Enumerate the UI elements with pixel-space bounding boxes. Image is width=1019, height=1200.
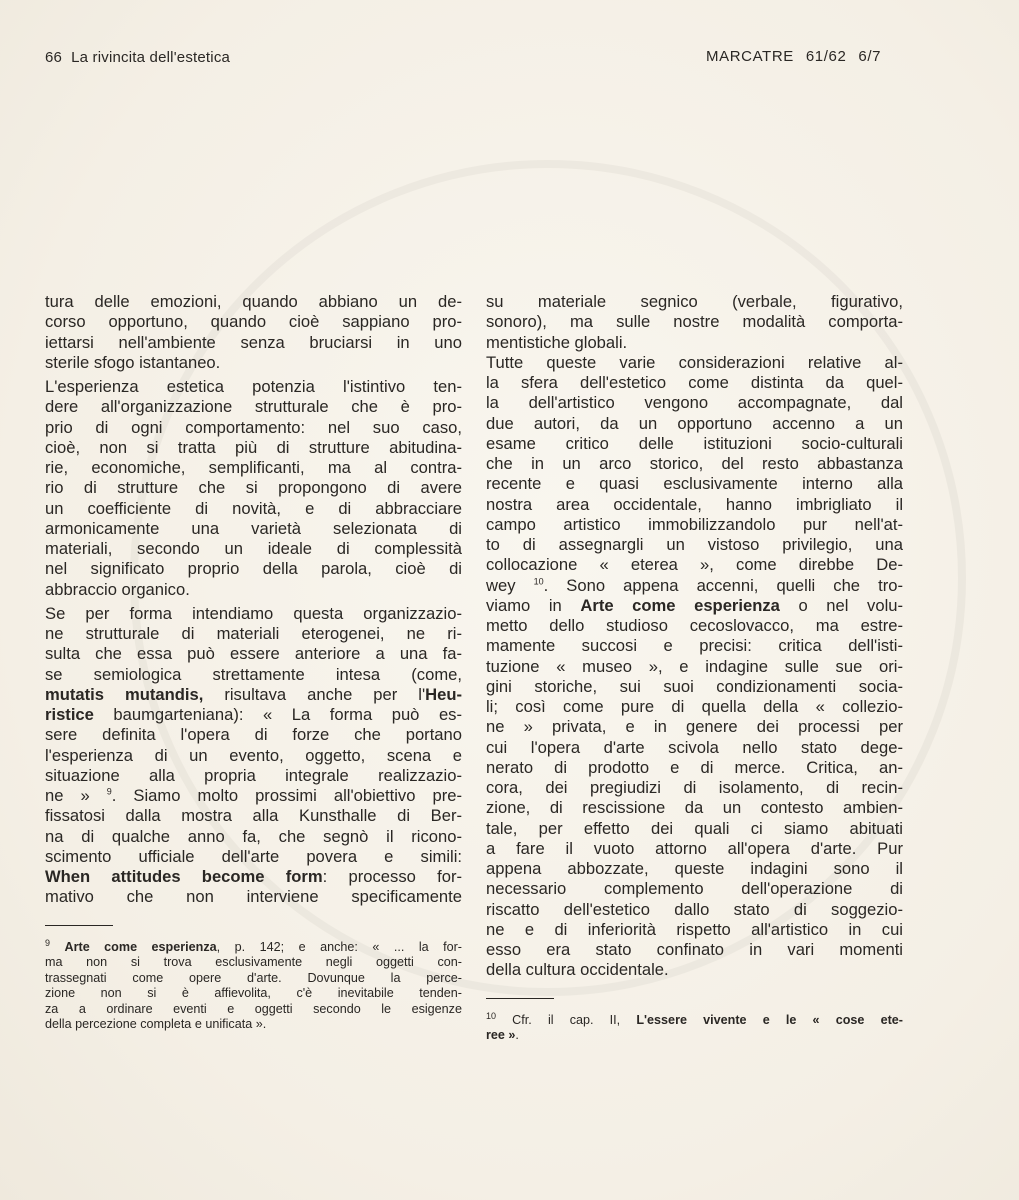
text-line: prio di ogni comportamento: nel suo caso, <box>45 417 462 437</box>
emphasis-text: Arte come esperienza <box>64 939 217 954</box>
running-title: La rivincita dell'estetica <box>71 49 231 66</box>
footnote-marker: 9 <box>45 937 51 948</box>
text-line: la sfera dell'estetico come distinta da quel- <box>486 373 903 392</box>
text-line <box>45 705 462 725</box>
emphasis-text: ristice <box>45 705 94 724</box>
text-line: L'esperienza estetica potenzia l'istintivo ten- <box>45 377 462 396</box>
footnote-line: ma non si trova esclusivamente negli oggetti con- <box>45 955 462 970</box>
text-line: Tutte queste varie considerazioni relative al- <box>486 352 903 372</box>
running-header-left <box>45 49 230 66</box>
text-line <box>45 867 462 887</box>
text-span: o nel volu- <box>779 595 904 615</box>
footnote-line <box>45 937 462 956</box>
text-line: campo artistico immobilizzandolo pur nell'at- <box>486 514 903 534</box>
text-line: rie, economiche, semplificanti, ma al contra- <box>45 458 462 477</box>
footnote-line <box>486 1010 903 1029</box>
text-line: fissatosi dalla mostra alla Kunsthalle di Ber- <box>45 806 462 826</box>
footnote-line: za a ordinare eventi e oggetti secondo le esigenze <box>45 1001 462 1016</box>
paragraph <box>45 377 462 600</box>
text-line: esso era stato confinato in vari momenti <box>486 940 903 959</box>
fascicle-number: 6/7 <box>858 48 882 65</box>
text-line: sterile sfogo istantaneo. <box>45 352 221 372</box>
text-line: armonicamente una varietà selezionata di <box>45 518 462 538</box>
text-line: la dell'artistico vengono accompagnate, dal <box>486 393 903 413</box>
paragraph <box>486 292 903 353</box>
footnote-line <box>486 1028 903 1044</box>
text-line: to di assegnargli un vistoso privilegio, una <box>486 535 903 554</box>
text-line: nel significato proprio della parola, cioè di <box>45 559 462 579</box>
text-line: ne e di inferiorità rispetto all'artistico in cui <box>486 919 903 939</box>
text-line: collocazione « eterea », come direbbe De- <box>486 555 903 575</box>
text-line: tale, per effetto dei quali ci siamo abituati <box>486 818 903 838</box>
text-line: se semiologica strettamente intesa (come, <box>45 664 462 684</box>
text-line: che in un arco storico, del resto abbastanza <box>486 454 903 473</box>
text-line: ne strutturale di materiali eterogenei, ne ri- <box>45 624 462 643</box>
text-line: rio di strutture che si propongono di avere <box>45 478 462 498</box>
page-number: 66 <box>45 49 63 66</box>
text-line: li; così come pure di quella della « collezio- <box>486 697 903 716</box>
text-line: nostra area occidentale, hanno imbrigliato il <box>486 494 903 514</box>
text-line: metto dello studioso cecoslovacco, ma estre- <box>486 616 903 635</box>
text-line: esame critico delle istituzioni socio-culturali <box>486 433 903 453</box>
text-line: a fare il vuoto attorno all'opera d'arte. Pur <box>486 838 903 858</box>
footnote <box>45 937 462 1034</box>
text-line: cioè, non si tratta più di strutture abitudina- <box>45 437 462 457</box>
footnote-marker: 10 <box>486 1010 497 1021</box>
text-span: risultava anche per l' <box>203 684 426 704</box>
text-line: su materiale segnico (verbale, figurativo, <box>486 292 903 311</box>
emphasis-text: Arte come esperienza <box>580 595 780 615</box>
text-span: . Siamo molto prossimi all'obiettivo pre- <box>111 786 462 805</box>
text-line: riscatto dell'estetico dallo stato di soggezio- <box>486 899 903 919</box>
text-line: dere all'organizzazione strutturale che è pro- <box>45 397 462 417</box>
text-span: : processo for- <box>322 867 462 886</box>
text-line: corso opportuno, quando cioè sappiano pro- <box>45 312 462 332</box>
text-span: ne » <box>45 786 107 805</box>
text-line <box>486 596 903 616</box>
text-line: cora, dei pregiudizi di isolamento, di recin- <box>486 778 903 797</box>
text-span: Cfr. il cap. II, <box>496 1012 637 1027</box>
paragraph <box>45 604 462 908</box>
text-line: zione, di rescissione da un contesto ambien- <box>486 798 903 818</box>
text-span: baumgarteniana): « La forma può es- <box>93 705 462 724</box>
running-header-right <box>706 48 881 65</box>
text-span: wey <box>486 575 534 595</box>
text-line: na di qualche anno fa, che segnò il ricono- <box>45 826 462 846</box>
emphasis-text: ree » <box>486 1028 516 1043</box>
text-span: , p. 142; e anche: « ... la for- <box>216 939 462 954</box>
text-span: viamo in <box>486 595 581 615</box>
text-line: un coefficiente di novità, e di abbracciare <box>45 498 462 518</box>
text-line: l'esperienza di un evento, oggetto, scena e <box>45 745 462 765</box>
text-line: scimento ufficiale dell'arte povera e simili: <box>45 846 462 866</box>
text-line: recente e quasi esclusivamente interno alla <box>486 474 903 494</box>
footnote-divider <box>486 998 554 999</box>
emphasis-text: Heu- <box>425 684 462 704</box>
text-line: situazione alla propria integrale realizzazio- <box>45 765 462 785</box>
emphasis-text: When attitudes become form <box>45 867 323 886</box>
paragraph <box>486 353 903 981</box>
right-column <box>486 292 903 1044</box>
text-line: cui l'opera d'arte scivola nello stato dege- <box>486 737 903 757</box>
text-line: tuzione « museo », e indagine sulle sue ori- <box>486 656 903 676</box>
footnote-line: trassegnati come opere d'arte. Dovunque la perce- <box>45 970 462 985</box>
text-line: iettarsi nell'ambiente senza bruciarsi in uno <box>45 332 462 352</box>
footnote <box>486 1010 903 1044</box>
footnote-ref[interactable]: 9 <box>106 786 112 797</box>
text-line: nerato di prodotto e di merce. Critica, an- <box>486 757 903 777</box>
text-line: materiali, secondo un ideale di complessità <box>45 539 462 558</box>
text-line: della cultura occidentale. <box>486 960 669 980</box>
text-line: mativo che non interviene specificamente <box>45 887 462 907</box>
text-line: gini storiche, sui suoi condizionamenti socia- <box>486 676 903 696</box>
emphasis-text: mutatis mutandis, <box>45 684 204 704</box>
journal-name: MARCATRE <box>706 48 794 65</box>
text-span: . Sono appena accenni, quelli che tro- <box>543 575 904 595</box>
text-line: appena abbozzate, queste indagini sono il <box>486 859 903 878</box>
text-line: sulta che essa può essere anteriore a una fa- <box>45 644 462 664</box>
text-line: sere definita l'opera di forze che portano <box>45 725 462 745</box>
text-line <box>45 685 462 705</box>
text-line: ne » privata, e in genere dei processi per <box>486 717 903 737</box>
text-line: mamente succosi e precisi: critica dell'isti- <box>486 636 903 656</box>
text-span: . <box>515 1028 519 1043</box>
emphasis-text: L'essere vivente e le « cose ete- <box>636 1012 903 1027</box>
footnote-line: della percezione completa e unificata ». <box>45 1017 267 1032</box>
text-line: sonoro), ma sulle nostre modalità comporta- <box>486 312 903 332</box>
footnote-divider <box>45 925 113 926</box>
paragraph <box>45 292 462 373</box>
text-line: Se per forma intendiamo questa organizzazio- <box>45 603 462 623</box>
text-line: due autori, da un opportuno accenno a un <box>486 413 903 433</box>
text-line <box>45 786 462 806</box>
footnote-ref[interactable]: 10 <box>533 575 544 586</box>
footnote-line: zione non si è affievolita, c'è inevitabile tenden- <box>45 986 462 1001</box>
text-line: tura delle emozioni, quando abbiano un de- <box>45 292 462 311</box>
issue-number: 61/62 <box>805 48 847 65</box>
text-line <box>486 576 903 596</box>
text-line: mentistiche globali. <box>486 332 628 352</box>
left-column <box>45 292 462 1033</box>
text-line: abbraccio organico. <box>45 579 190 599</box>
text-line: necessario complemento dell'operazione di <box>486 879 903 899</box>
